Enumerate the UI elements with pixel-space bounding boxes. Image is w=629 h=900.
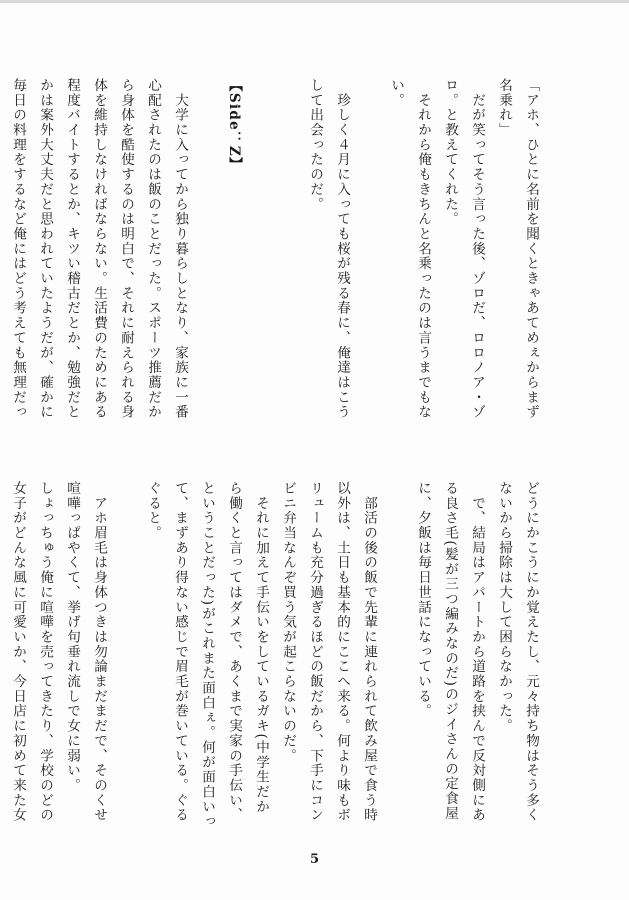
text-line [0,78,4,448]
text-line [112,481,139,851]
text-line: ないから掃除は大して困らなかった。 [496,481,512,734]
text-line: ら働くと言ってはダメで、あくまで実家の手伝い、 [226,481,242,823]
text-line [247,78,274,448]
page-number: 5 [309,852,320,867]
text-line: それから俺もきちんと名乗ったのは言うまでもな [415,78,431,420]
text-line: 「アホ、ひとに名前を聞くときゃあてめぇからまず [523,78,539,420]
text-line: い。 [388,78,404,108]
text-line [274,78,301,448]
text-line: どうにかこうにか覚えたし、元々持ち物はそう多く [523,481,539,823]
text-line: に、夕飯は毎日世話になっている。 [415,481,431,719]
text-line: アホ眉毛は身体つきは勿論まだまだで、そのくせ [91,481,107,823]
text-line: 体を維持しなければならない。生活費のためにある [91,78,107,420]
text-line: リュームも充分過ぎるほどの飯だから、下手にコン [307,481,323,823]
text-line [355,78,382,448]
text-line: 毎日の料理をするなど俺にはどう考えても無理だっ [10,78,26,420]
section-heading: 【Side：Z】 [226,78,242,172]
text-line: ぐると。 [145,481,161,541]
text-line: ということだった)がこれまた面白ぇ。何が面白いっ [199,481,215,830]
text-line: だが笑ってそう言った後、ゾロだ、ロロノア・ゾ [469,78,485,420]
text-line: 心配されたのは飯のことだった。スポーツ推薦だか [145,78,161,420]
text-line [0,481,4,851]
text-line: それに加えて手伝いをしているガキ(中学生だか [253,481,269,815]
text-line: 程度バイトするとか、キツい稽古だとか、勉強だと [64,78,80,420]
text-line: で、結局はアパートから道路を挟んで反対側にあ [469,481,485,823]
lower-text-block [10,481,544,851]
text-line [193,78,220,448]
text-line: かは案外大丈夫だと思われていたようだが、確かに [37,78,53,420]
text-line [382,481,409,851]
text-line: ロ。と教えてくれた。 [442,78,458,227]
upper-text-block [10,78,544,448]
text-line: 以外は、土日も基本的にここへ来る。何より味もボ [334,481,350,823]
text-line: る良さ毛(髪が三つ編みなのだ)のジイさんの定食屋 [442,481,458,821]
text-line: 喧嘩っぱやくて、挙げ句垂れ流しで女に弱い。 [64,481,80,793]
text-line: 大学に入ってから独り暮らしとなり、家族に一番 [172,78,188,420]
text-line: して出会ったのだ。 [307,78,323,212]
text-line: しょっちゅう俺に喧嘩を売ってきたり、学校のどの [37,481,53,823]
text-line: 名乗れ」 [496,78,512,138]
text-line: 部活の後の飯で先輩に連れられて飲み屋で食う時 [361,481,377,823]
page-top-edge [0,0,629,3]
text-line: 女子がどんな風に可愛いか、今日店に初めて来た女 [10,481,26,823]
text-line: ら身体を酷使するのは明白で、それに耐えられる身 [118,78,134,420]
text-line: て、まずあり得ない感じで眉毛が巻いている。ぐる [172,481,188,823]
text-line: ビニ弁当なんぞ買う気が起こらないのだ。 [280,481,296,764]
text-line: 珍しく４月に入っても桜が残る春に、俺達はこう [334,78,350,420]
